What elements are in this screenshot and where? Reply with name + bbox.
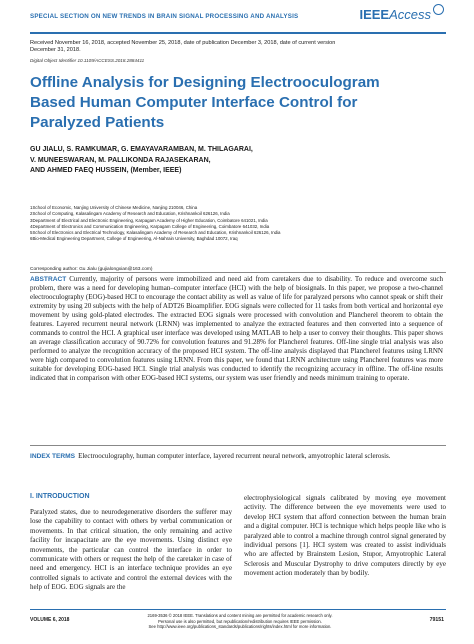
special-section-label: SPECIAL SECTION ON NEW TRENDS IN BRAIN SIGNAL PROCESSING AND ANALYSIS [30, 13, 299, 20]
paper-title: Offline Analysis for Designing Electrooculogram Based Human Computer Interface Control for Paralyzed Patients [30, 74, 380, 131]
abstract-heading: ABSTRACT [30, 276, 67, 283]
body-column-right: electrophysiological signals calibrated by moving eye movement activity. The difference between the eye movements were used to develop HCI system that afford connection between the human brain and a digital computer. HCI is technique which helps people like who is paralyzed able to control a machine through control signal generated by individual persons [1]. HCI system was created to assist individuals who are affected by Brainstem Lesion, Stupor, Amyotrophic Lateral Sclerosis and Muscular Dystrophy to drive computers directly by eye movement action moderately than by bodily. [244, 494, 446, 578]
index-terms-heading: INDEX TERMS [30, 453, 76, 460]
abstract [30, 275, 443, 383]
access-circle-icon [433, 4, 444, 15]
author-list [30, 145, 330, 177]
author-line-2: V. MUNEESWARAN, M. PALLIKONDA RAJASEKARAN, [30, 156, 211, 164]
page-number: 79151 [429, 617, 444, 623]
abstract-text: Currently, majority of persons were immobilized and need aid from caretakers due to disability. To reduce and overcome such problem, there was a need for developing human–computer interface (HCI) with the help of biosignals. In this paper, we propose a two-channel electrooculography (EOG)-based HCI to encourage the contact ability as well as value of life for paralyzed persons who cannot speak or shift their extremity by using 20 subjects with the help of ADT26 Bioamplifier. EOG signals were collected for 11 tasks from both vertical and horizontal eye movement by using gold-plated electrodes. The extracted EOG signals were processed with convolution and Plancherel theorem to obtain the features. Layered recurrent neural network (LRNN) was implemented to analyze the extracted features and then converted into a sequence of commands to control the HCI. A graphical user interface was developed using MATLAB to help a user to convey their thoughts. This paper shows an average classification accuracy of 90.72% for convolution features and 91.28% for Plancherel features. Off-line single trial analysis was also performed to analyze the recognition accuracy of the proposed HCI system. The off-line analysis displayed that Plancherel features using LRNN were high compared to convolution features using LRNN. From this paper, we found that LRNN architecture using Plancherel features was more suitable for developing EOG-based HCI. Single trial analysis was conducted to identify the recognizing accuracy in offline. The off-line results indicated that in comparison with other EOG-based HCI systems, our system was user friendly and needs minimum training to operate. [30, 275, 443, 382]
volume-label: VOLUME 6, 2018 [30, 617, 70, 623]
index-terms-text: Electrooculography, human computer interface, layered recurrent neural network, amyotrophic lateral sclerosis. [78, 452, 391, 460]
footer-rule [30, 609, 446, 610]
copyright-line: See http://www.ieee.org/publications_standards/publications/rights/index.html for more information. [148, 624, 332, 630]
author-line-1: GU JIALU, S. RAMKUMAR, G. EMAYAVARAMBAN, M. THILAGARAI, [30, 146, 253, 153]
copyright-line: Personal use is also permitted, but republication/redistribution requires IEEE permission. [158, 618, 322, 624]
author-line-3: AND AHMED FAEQ HUSSEIN, (Member, IEEE) [30, 167, 182, 174]
ieee-access-logo [359, 7, 444, 22]
section-heading: I. INTRODUCTION [30, 493, 90, 500]
publication-dates: Received November 16, 2018, accepted November 25, 2018, date of publication December 3, 2018, date of current version December 31, 2018. [30, 40, 336, 54]
affiliation: 5School of Electronics and Electrical Technology, Kalasalingam Academy of Research and Education, Krishnankoil 626126, India [30, 230, 281, 236]
affiliations [30, 205, 440, 243]
affiliation: 2School of Computing, Kalasalingam Academy of Research and Education, Krishnankoil 626126, India [30, 211, 230, 217]
affiliation: 3Department of Electrical and Electronic Engineering, Karpagam Academy of Higher Education, Coimbatore 641021, India [30, 217, 268, 223]
affiliation: 6Bio-Medical Engineering Department, College of Engineering, Al-Nahrain University, Baghdad 10072, Iraq [30, 236, 238, 242]
logo-access-text: Access [389, 7, 431, 22]
affiliation: 4Department of Electronics and Communication Engineering, Karpagam College of Engineering, Coimbatore 641032, India [30, 223, 270, 229]
copyright-line: 2169-3536 © 2018 IEEE. Translations and content mining are permitted for academic research only. [147, 613, 333, 618]
logo-ieee-text: IEEE [359, 7, 390, 22]
copyright-notice [120, 613, 360, 630]
corresponding-author: Corresponding author: Gu Jialu (gujialongxian@163.com) [30, 267, 153, 272]
doi: Digital Object Identifier 10.1109/ACCESS.2018.2884411 [30, 58, 145, 63]
body-column-left: Paralyzed states, due to neurodegenerative disorders the sufferer may lose the capability to contact with others by verbal communication or movements. In that critical situation, the only remaining and active facility for incapacitate are the eye movements. Using distinct eye movements, the particular can control the interface in order to communicate with others or request the help of the caretaker in case of need and emergency. HCI is an interface technique provides an eye controlled signals to activate and control the external devices with the help of EOG. EOG signals are the [30, 508, 232, 592]
index-terms [30, 452, 443, 461]
affiliation: 1School of Economic, Nanjing University of Chinese Medicine, Nanjing 210046, China [30, 205, 198, 210]
